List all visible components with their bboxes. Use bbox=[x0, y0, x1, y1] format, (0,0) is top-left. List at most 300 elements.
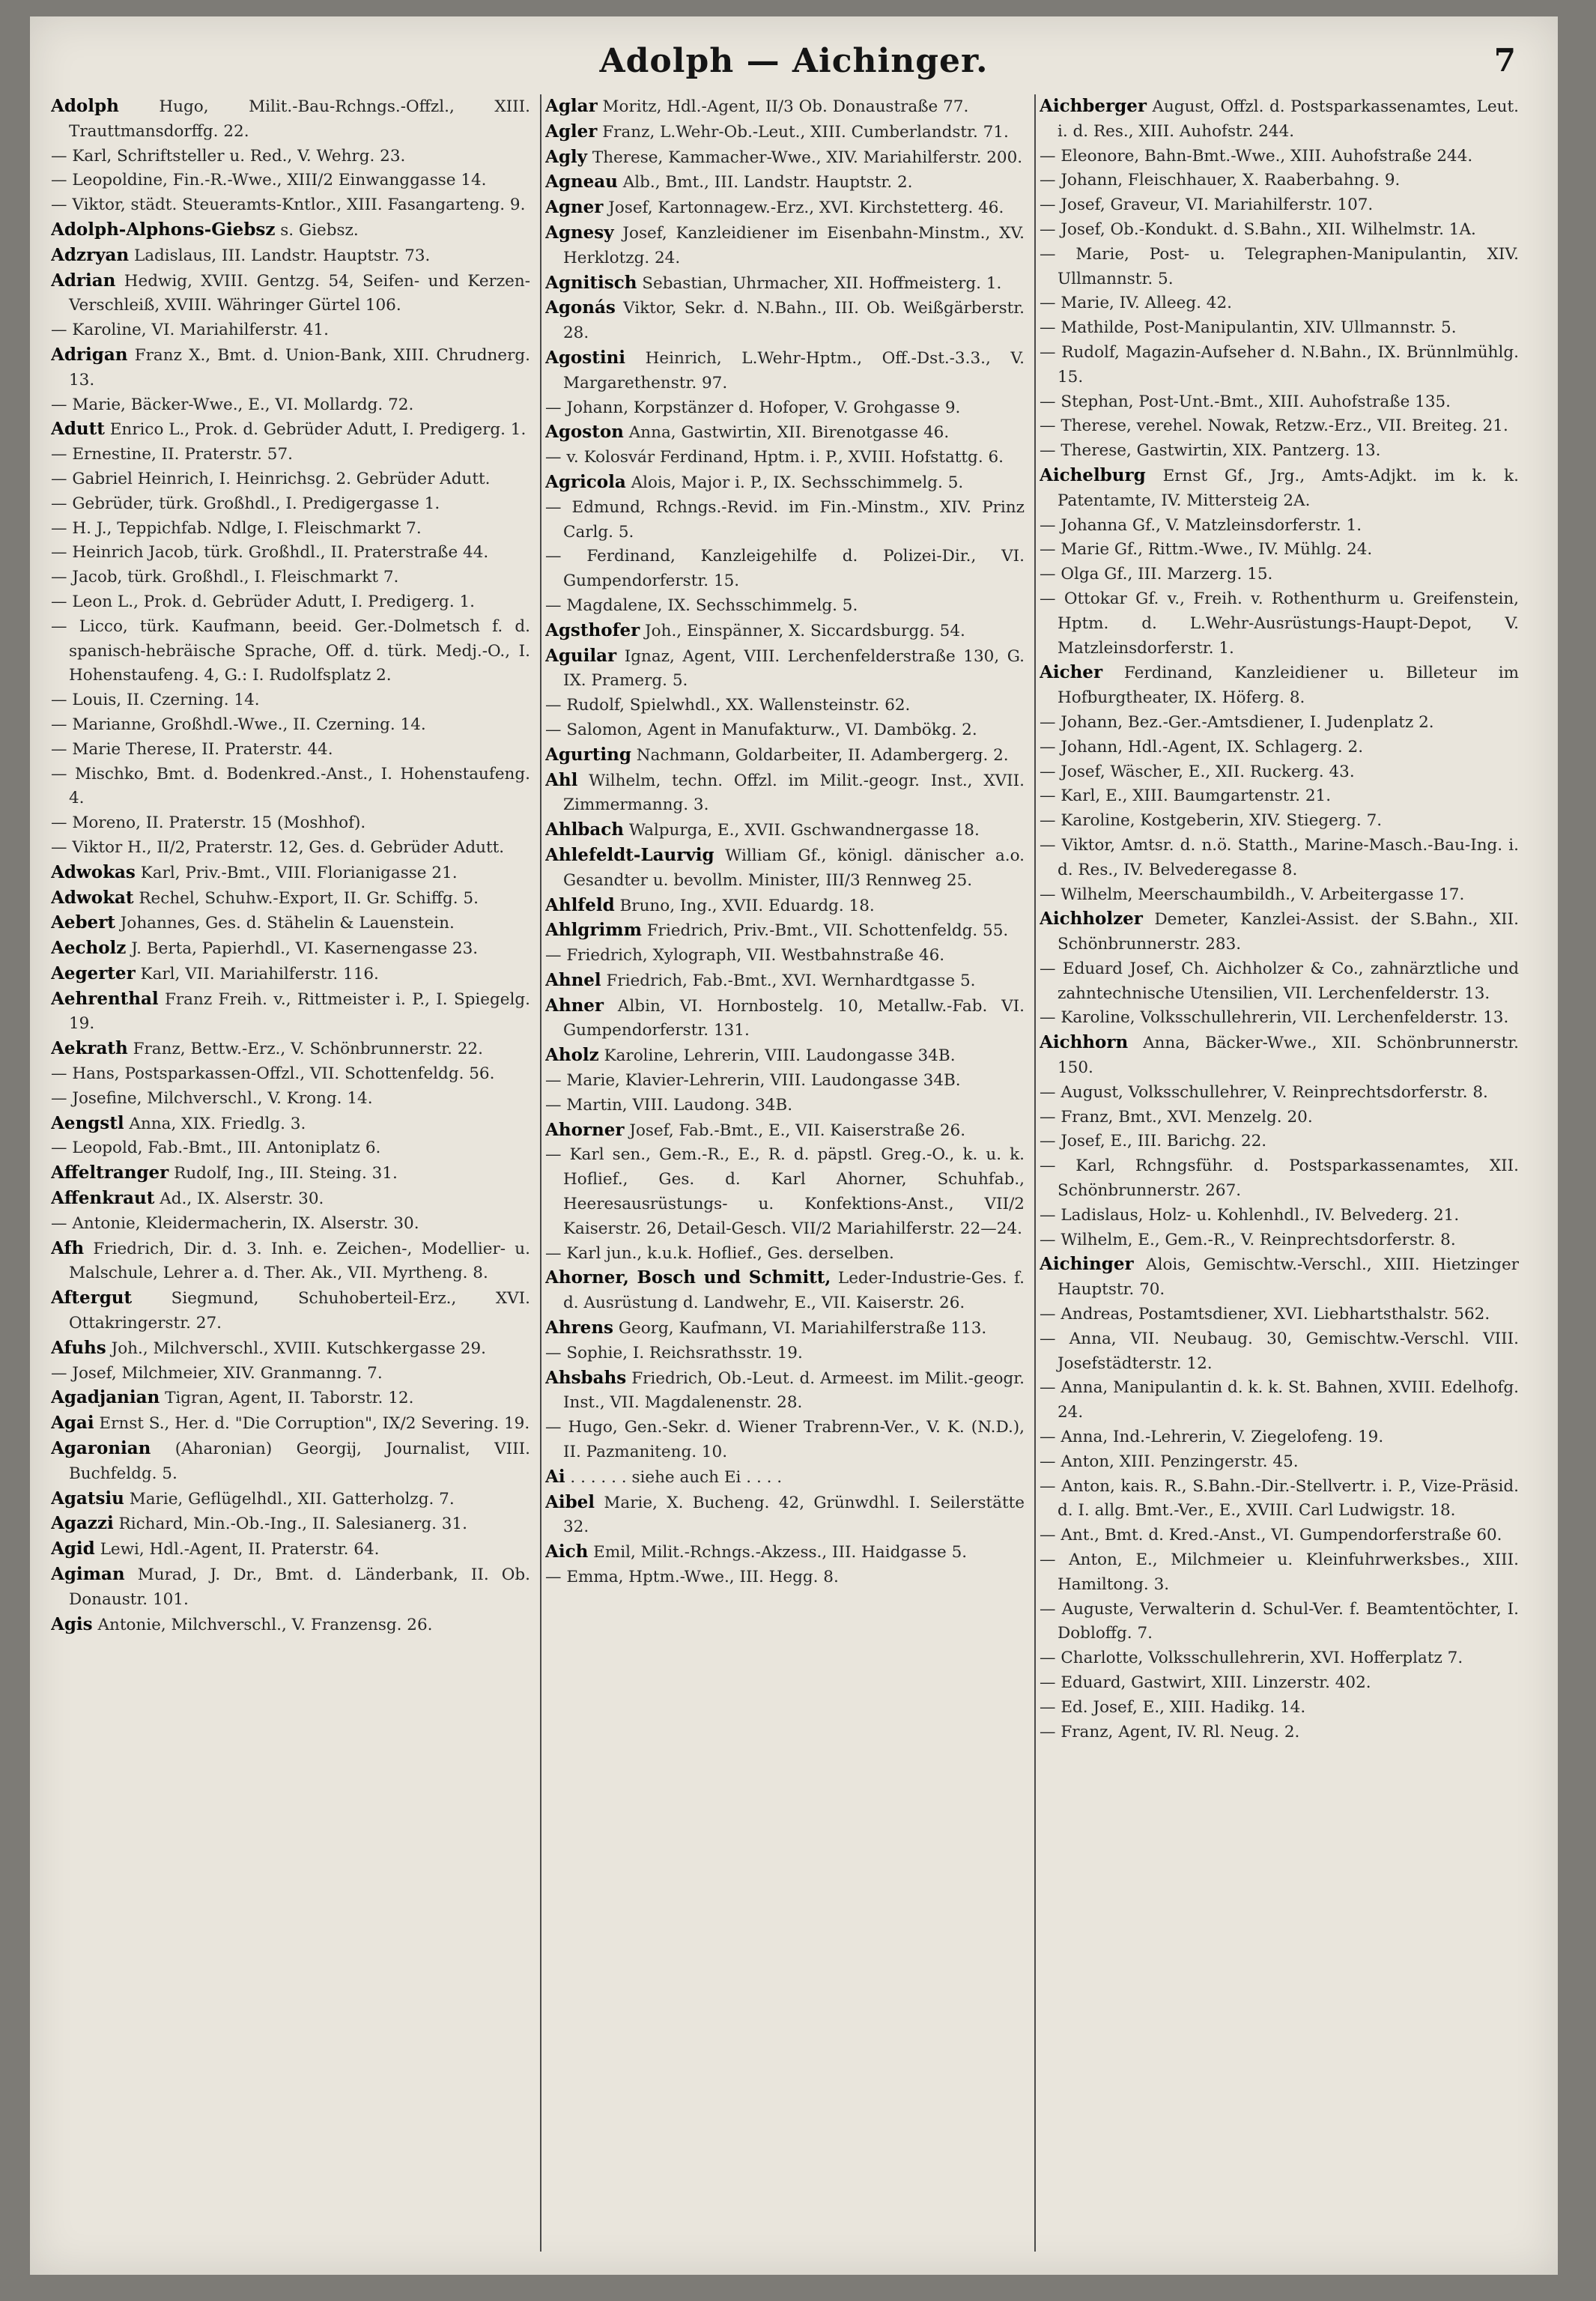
column-2 bbox=[545, 94, 1025, 2252]
directory-entry bbox=[51, 343, 530, 393]
directory-entry bbox=[1040, 809, 1519, 834]
directory-entry bbox=[1040, 514, 1519, 539]
directory-entry bbox=[51, 688, 530, 713]
directory-entry bbox=[51, 615, 530, 688]
entry-details: Demeter, Kanzlei-Assist. der S.Bahn., XII. Schönbrunnerstr. 283. bbox=[1058, 910, 1519, 954]
entry-surname: Aichhorn bbox=[1040, 1032, 1129, 1053]
entry-details: — Leopold, Fab.-Bmt., III. Antoniplatz 6. bbox=[51, 1139, 381, 1158]
directory-entry bbox=[1040, 784, 1519, 809]
entry-surname: Agostini bbox=[545, 347, 626, 368]
directory-entry bbox=[1040, 1252, 1519, 1303]
entry-details: — Heinrich Jacob, türk. Großhdl., II. Praterstraße 44. bbox=[51, 543, 489, 563]
directory-entry bbox=[1040, 1081, 1519, 1106]
entry-details: Franz, L.Wehr-Ob.-Leut., XIII. Cumberlandstr. 71. bbox=[597, 122, 1009, 142]
directory-entry bbox=[1040, 1130, 1519, 1154]
entry-details: — Josef, E., III. Barichg. 22. bbox=[1040, 1132, 1267, 1151]
directory-entry bbox=[545, 843, 1025, 894]
directory-entry bbox=[1040, 1548, 1519, 1598]
directory-entry bbox=[51, 318, 530, 343]
entry-surname: Agner bbox=[545, 197, 604, 218]
directory-entry bbox=[545, 195, 1025, 221]
entry-details: Friedrich, Ob.-Leut. d. Armeest. im Milit.-geogr. Inst., VII. Magdalenenstr. 28. bbox=[563, 1368, 1025, 1413]
directory-entry bbox=[51, 1212, 530, 1237]
entry-surname: Ahnel bbox=[545, 969, 601, 990]
entry-details: — Emma, Hptm.-Wwe., III. Hegg. 8. bbox=[545, 1568, 839, 1587]
directory-entry bbox=[1040, 907, 1519, 957]
entry-details: Nachmann, Goldarbeiter, II. Adambergerg. 2. bbox=[631, 745, 1009, 765]
directory-entry bbox=[545, 470, 1025, 496]
directory-entry bbox=[545, 120, 1025, 145]
directory-entry bbox=[545, 818, 1025, 843]
directory-entry bbox=[51, 861, 530, 886]
entry-details: Albin, VI. Hornbostelg. 10, Metallw.-Fab. VI. Gumpendorferstr. 131. bbox=[563, 996, 1025, 1040]
directory-entry bbox=[51, 1386, 530, 1411]
directory-entry bbox=[51, 1613, 530, 1638]
directory-entry bbox=[51, 987, 530, 1037]
directory-entry bbox=[545, 619, 1025, 644]
entry-details: — Leon L., Prok. d. Gebrüder Adutt, I. Predigerg. 1. bbox=[51, 592, 476, 611]
entry-details: Friedrich, Dir. d. 3. Inh. e. Zeichen-, Modellier- u. Malschule, Lehrer a. d. Ther. Ak., VII. Myrtheng. 8. bbox=[69, 1239, 530, 1283]
entry-details: Enrico L., Prok. d. Gebrüder Adutt, I. Predigerg. 1. bbox=[104, 420, 527, 440]
entry-surname: Adrian bbox=[51, 270, 116, 291]
entry-surname: Ai bbox=[545, 1466, 565, 1487]
directory-entry bbox=[545, 94, 1025, 120]
entry-surname: Aichholzer bbox=[1040, 909, 1143, 930]
entry-details: Murad, J. Dr., Bmt. d. Länderbank, II. Ob. Donaustr. 101. bbox=[69, 1565, 530, 1609]
entry-details: Franz, Bettw.-Erz., V. Schönbrunnerstr. 22. bbox=[127, 1040, 483, 1059]
directory-entry bbox=[1040, 316, 1519, 341]
entry-details: — Marie, Bäcker-Wwe., E., VI. Mollardg. 72. bbox=[51, 395, 414, 414]
entry-details: — Friedrich, Xylograph, VII. Westbahnstraße 46. bbox=[545, 946, 945, 965]
entry-details: Karoline, Lehrerin, VIII. Laudongasse 34B. bbox=[598, 1046, 956, 1066]
directory-entry bbox=[51, 962, 530, 987]
entry-surname: Aglar bbox=[545, 96, 598, 116]
directory-entry bbox=[545, 1416, 1025, 1465]
directory-entry bbox=[1040, 1303, 1519, 1327]
entry-details: Marie, Geflügelhdl., XII. Gatterholzg. 7. bbox=[124, 1489, 455, 1509]
entry-surname: Aichinger bbox=[1040, 1254, 1134, 1275]
directory-entry bbox=[545, 1465, 1025, 1491]
directory-entry bbox=[545, 170, 1025, 195]
directory-entry bbox=[1040, 193, 1519, 218]
directory-entry bbox=[545, 496, 1025, 545]
directory-entry bbox=[545, 594, 1025, 619]
directory-entry bbox=[545, 221, 1025, 271]
entry-details: Georg, Kaufmann, VI. Mariahilferstraße 113. bbox=[613, 1319, 987, 1339]
entry-surname: Ahorner, Bosch und Schmitt, bbox=[545, 1267, 831, 1288]
entry-details: Emil, Milit.-Rchngs.-Akzess., III. Haidgasse 5. bbox=[588, 1543, 968, 1562]
directory-entry bbox=[545, 1316, 1025, 1342]
entry-details: Karl, Priv.-Bmt., VIII. Florianigasse 21. bbox=[135, 863, 458, 882]
entry-details: — Franz, Bmt., XVI. Menzelg. 20. bbox=[1040, 1107, 1313, 1127]
entry-surname: Aehrenthal bbox=[51, 988, 159, 1009]
entry-details: — Eleonore, Bahn-Bmt.-Wwe., XIII. Auhofstraße 244. bbox=[1040, 146, 1473, 166]
directory-entry bbox=[545, 446, 1025, 470]
entry-surname: Aich bbox=[545, 1541, 589, 1562]
entry-details: William Gf., königl. dänischer a.o. Gesandter u. bevollm. Minister, III/3 Rennweg 25. bbox=[563, 846, 1025, 890]
entry-details: Franz X., Bmt. d. Union-Bank, XIII. Chrudnerg. 13. bbox=[69, 345, 530, 389]
entry-surname: Agnesy bbox=[545, 222, 614, 243]
entry-details: Lewi, Hdl.-Agent, II. Praterstr. 64. bbox=[94, 1540, 380, 1559]
column-divider bbox=[1034, 94, 1036, 2252]
entry-details: August, Offzl. d. Postsparkassenamtes, Leut. i. d. Res., XIII. Auhofstr. 244. bbox=[1058, 97, 1519, 141]
entry-details: Johannes, Ges. d. Stähelin & Lauenstein. bbox=[115, 914, 455, 933]
entry-surname: Ahlgrimm bbox=[545, 920, 642, 941]
entry-surname: Ahlfeld bbox=[545, 894, 615, 915]
directory-entry bbox=[1040, 145, 1519, 169]
entry-details: — H. J., Teppichfab. Ndlge, I. Fleischmarkt 7. bbox=[51, 518, 422, 538]
entry-surname: Ahrens bbox=[545, 1318, 613, 1339]
directory-entry bbox=[545, 1540, 1025, 1565]
entry-details: Josef, Kanzleidiener im Eisenbahn-Minstm., XV. Herklotzg. 24. bbox=[563, 223, 1025, 267]
directory-entry bbox=[51, 836, 530, 861]
directory-entry bbox=[545, 968, 1025, 994]
entry-details: — Gabriel Heinrich, I. Heinrichsg. 2. Gebrüder Adutt. bbox=[51, 469, 491, 488]
entry-details: — Marie, Post- u. Telegraphen-Manipulantin, XIV. Ullmannstr. 5. bbox=[1040, 244, 1519, 288]
directory-entry bbox=[545, 420, 1025, 446]
entry-surname: Aibel bbox=[545, 1491, 595, 1512]
directory-entry bbox=[1040, 169, 1519, 193]
directory-entry bbox=[1040, 1031, 1519, 1081]
directory-entry bbox=[51, 269, 530, 319]
entry-details: Friedrich, Fab.-Bmt., XVI. Wernhardtgasse 5. bbox=[601, 971, 976, 990]
directory-entry bbox=[51, 541, 530, 566]
entry-details: — Louis, II. Czerning. 14. bbox=[51, 691, 260, 710]
entry-details: Anna, XIX. Friedlg. 3. bbox=[124, 1114, 306, 1133]
entry-details: J. Berta, Papierhdl., VI. Kasernengasse 23. bbox=[126, 939, 479, 959]
directory-entry bbox=[1040, 291, 1519, 316]
entry-details: — Marie, IV. Alleeg. 42. bbox=[1040, 294, 1232, 313]
directory-entry bbox=[545, 894, 1025, 919]
entry-details: Marie, X. Bucheng. 42, Grünwdhl. I. Seilerstätte 32. bbox=[563, 1493, 1025, 1537]
entry-details: Alois, Gemischtw.-Verschl., XIII. Hietzinger Hauptstr. 70. bbox=[1058, 1255, 1519, 1300]
entry-details: Hedwig, XVIII. Gentzg. 54, Seifen- und Kerzen-Verschleiß, XVIII. Währinger Gürtel 106. bbox=[69, 271, 530, 315]
entry-details: Richard, Min.-Ob.-Ing., II. Salesianerg. 31. bbox=[113, 1515, 467, 1534]
directory-entry bbox=[51, 417, 530, 443]
entry-details: — Johann, Bez.-Ger.-Amtsdiener, I. Judenplatz 2. bbox=[1040, 712, 1434, 732]
directory-entry bbox=[1040, 736, 1519, 760]
directory-entry bbox=[51, 393, 530, 418]
entry-surname: Ahlefeldt-Laurvig bbox=[545, 844, 714, 865]
directory-entry bbox=[545, 1266, 1025, 1316]
entry-details: — Marianne, Großhdl.-Wwe., II. Czerning. 14. bbox=[51, 715, 426, 734]
entry-surname: Ahlbach bbox=[545, 819, 625, 840]
entry-surname: Agoston bbox=[545, 422, 624, 443]
entry-details: — Antonie, Kleidermacherin, IX. Alserstr. 30. bbox=[51, 1213, 419, 1233]
entry-surname: Aichberger bbox=[1040, 96, 1147, 116]
directory-entry bbox=[51, 492, 530, 517]
directory-entry bbox=[545, 1043, 1025, 1069]
entry-details: — Mathilde, Post-Manipulantin, XIV. Ullmannstr. 5. bbox=[1040, 318, 1457, 338]
directory-entry bbox=[545, 145, 1025, 171]
directory-entry bbox=[545, 1094, 1025, 1118]
entry-details: — Therese, Gastwirtin, XIX. Pantzerg. 13. bbox=[1040, 441, 1381, 461]
directory-entry bbox=[51, 1537, 530, 1562]
directory-entry bbox=[51, 1512, 530, 1537]
entry-details: — Stephan, Post-Unt.-Bmt., XIII. Auhofstraße 135. bbox=[1040, 392, 1451, 411]
entry-details: — Marie Therese, II. Praterstr. 44. bbox=[51, 739, 333, 759]
directory-entry bbox=[51, 443, 530, 467]
entry-details: — Anna, VII. Neubaug. 30, Gemischtw.-Verschl. VIII. Josefstädterstr. 12. bbox=[1040, 1329, 1519, 1373]
directory-entry bbox=[51, 1062, 530, 1087]
entry-surname: Aichelburg bbox=[1040, 464, 1146, 485]
entry-details: — Anna, Manipulantin d. k. k. St. Bahnen, XVIII. Edelhofg. 24. bbox=[1040, 1378, 1519, 1422]
entry-details: Ignaz, Agent, VIII. Lerchenfelderstraße 130, G. IX. Pramerg. 5. bbox=[563, 646, 1025, 691]
entry-details: — Leopoldine, Fin.-R.-Wwe., XIII/2 Einwanggasse 14. bbox=[51, 171, 487, 190]
entry-surname: Ahorner bbox=[545, 1119, 625, 1140]
directory-entry bbox=[51, 1237, 530, 1287]
directory-entry bbox=[51, 1411, 530, 1437]
entry-details: — Karoline, Volksschullehrerin, VII. Lerchenfelderstr. 13. bbox=[1040, 1008, 1509, 1028]
directory-entry bbox=[1040, 1721, 1519, 1745]
entry-details: — Karl jun., k.u.k. Hoflief., Ges. derselben. bbox=[545, 1243, 894, 1263]
column-divider bbox=[540, 94, 541, 2252]
directory-entry bbox=[51, 1336, 530, 1362]
entry-surname: Agsthofer bbox=[545, 619, 640, 640]
entry-surname: Ahl bbox=[545, 769, 578, 790]
entry-surname: Agurting bbox=[545, 744, 631, 765]
entry-details: — Sophie, I. Reichsrathsstr. 19. bbox=[545, 1343, 803, 1362]
entry-surname: Agiman bbox=[51, 1564, 125, 1585]
entry-details: — Josef, Wäscher, E., XII. Ruckerg. 43. bbox=[1040, 762, 1355, 781]
directory-entry bbox=[51, 811, 530, 836]
entry-details: Josef, Kartonnagew.-Erz., XVI. Kirchstetterg. 46. bbox=[603, 198, 1004, 218]
directory-entry bbox=[1040, 760, 1519, 785]
directory-entry bbox=[51, 94, 530, 145]
directory-entry bbox=[1040, 1425, 1519, 1450]
directory-entry bbox=[51, 936, 530, 962]
entry-details: — Ant., Bmt. d. Kred.-Anst., VI. Gumpendorferstraße 60. bbox=[1040, 1526, 1502, 1545]
entry-details: — Wilhelm, E., Gem.-R., V. Reinprechtsdorferstr. 8. bbox=[1040, 1230, 1456, 1249]
entry-surname: Agatsiu bbox=[51, 1488, 124, 1509]
entry-details: — Karl, Rchngsführ. d. Postsparkassenamtes, XII. Schönbrunnerstr. 267. bbox=[1040, 1156, 1519, 1201]
directory-entry bbox=[545, 768, 1025, 819]
entry-details: Tigran, Agent, II. Taborstr. 12. bbox=[160, 1389, 414, 1408]
entry-details: — Ferdinand, Kanzleigehilfe d. Polizei-Dir., VI. Gumpendorferstr. 15. bbox=[545, 547, 1025, 591]
directory-entry bbox=[51, 467, 530, 492]
directory-entry bbox=[545, 1366, 1025, 1416]
entry-surname: Ahsbahs bbox=[545, 1367, 627, 1388]
entry-details: Alois, Major i. P., IX. Sechsschimmelg. 5. bbox=[625, 473, 964, 492]
entry-details: — Auguste, Verwalterin d. Schul-Ver. f. Beamtentöchter, I. Dobloffg. 7. bbox=[1040, 1599, 1519, 1643]
entry-surname: Agly bbox=[545, 146, 588, 167]
entry-details: — Viktor, Amtsr. d. n.ö. Statth., Marine-Masch.-Bau-Ing. i. d. Res., IV. Belvederegasse 8. bbox=[1040, 835, 1519, 879]
entry-details: — Martin, VIII. Laudong. 34B. bbox=[545, 1095, 793, 1115]
entry-details: Antonie, Milchverschl., V. Franzensg. 26. bbox=[92, 1615, 433, 1634]
entry-surname: Agai bbox=[51, 1413, 94, 1434]
entry-details: — Karl sen., Gem.-R., E., R. d. päpstl. Greg.-O., k. u. k. Hoflief., Ges. d. Karl Ahorner, Schuhfab., Heeresausrüstungs- u. Konfektions-Anst., VII/2 Kaiserstr. 26, Detail-Gesch. VII/2 Mariahilferstr. 22—24. bbox=[545, 1145, 1025, 1238]
directory-entry bbox=[545, 694, 1025, 718]
entry-details: — Anna, Ind.-Lehrerin, V. Ziegelofeng. 19. bbox=[1040, 1428, 1384, 1447]
entry-details: Ernst Gf., Jrg., Amts-Adjkt. im k. k. Patentamte, IV. Mittersteig 2A. bbox=[1058, 466, 1519, 510]
entry-details: Leder-Industrie-Ges. f. d. Ausrüstung d. Landwehr, E., VII. Kaiserstr. 26. bbox=[563, 1269, 1025, 1313]
directory-entry bbox=[1040, 1475, 1519, 1524]
directory-entry bbox=[51, 911, 530, 936]
page-number: 7 bbox=[1493, 42, 1516, 79]
entry-details: — Gebrüder, türk. Großhdl., I. Predigergasse 1. bbox=[51, 494, 440, 513]
directory-entry bbox=[51, 169, 530, 193]
entry-details: Therese, Kammacher-Wwe., XIV. Mariahilferstr. 200. bbox=[587, 148, 1023, 167]
entry-surname: Aguilar bbox=[545, 645, 617, 666]
entry-surname: Affenkraut bbox=[51, 1188, 155, 1209]
directory-entry bbox=[51, 566, 530, 590]
directory-entry bbox=[545, 944, 1025, 968]
entry-details: — Olga Gf., III. Marzerg. 15. bbox=[1040, 565, 1273, 584]
entry-details: — Karl, Schriftsteller u. Red., V. Wehrg. 23. bbox=[51, 146, 406, 166]
entry-surname: Adolph-Alphons-Giebsz bbox=[51, 219, 276, 240]
entry-details: — Ladislaus, Holz- u. Kohlenhdl., IV. Belvederg. 21. bbox=[1040, 1205, 1460, 1225]
directory-entry bbox=[51, 1186, 530, 1212]
entry-surname: Adutt bbox=[51, 419, 105, 440]
directory-entry bbox=[545, 918, 1025, 944]
entry-surname: Aengstl bbox=[51, 1112, 124, 1133]
directory-entry bbox=[545, 1069, 1025, 1094]
entry-details: s. Giebsz. bbox=[275, 220, 359, 240]
directory-entry bbox=[1040, 563, 1519, 587]
entry-surname: Agid bbox=[51, 1538, 95, 1559]
directory-entry bbox=[1040, 1671, 1519, 1696]
entry-details: — Johanna Gf., V. Matzleinsdorferstr. 1. bbox=[1040, 515, 1362, 535]
entry-surname: Adolph bbox=[51, 96, 119, 116]
entry-details: Moritz, Hdl.-Agent, II/3 Ob. Donaustraße 77. bbox=[597, 97, 969, 116]
directory-entry bbox=[51, 1037, 530, 1062]
directory-entry bbox=[545, 1342, 1025, 1366]
entry-details: Franz Freih. v., Rittmeister i. P., I. Spiegelg. 19. bbox=[69, 989, 530, 1034]
entry-details: Hugo, Milit.-Bau-Rchngs.-Offzl., XIII. Trauttmansdorffg. 22. bbox=[69, 97, 530, 141]
directory-entry bbox=[1040, 1204, 1519, 1228]
column-3 bbox=[1040, 94, 1519, 2252]
entry-details: — Moreno, II. Praterstr. 15 (Moshhof). bbox=[51, 813, 366, 833]
entry-surname: Aholz bbox=[545, 1045, 599, 1066]
directory-entry bbox=[1040, 94, 1519, 145]
entry-details: Ad., IX. Alserstr. 30. bbox=[154, 1189, 324, 1209]
entry-details: — Josef, Milchmeier, XIV. Granmanng. 7. bbox=[51, 1363, 383, 1383]
entry-surname: Adwokat bbox=[51, 887, 134, 908]
directory-entry bbox=[545, 743, 1025, 768]
directory-entry bbox=[545, 718, 1025, 743]
entry-details: — Viktor H., II/2, Praterstr. 12, Ges. d. Gebrüder Adutt. bbox=[51, 837, 505, 857]
entry-surname: Aecholz bbox=[51, 938, 127, 959]
entry-details: — August, Volksschullehrer, V. Reinprechtsdorferstr. 8. bbox=[1040, 1082, 1488, 1102]
directory-entry bbox=[545, 1143, 1025, 1241]
entry-surname: Agnitisch bbox=[545, 272, 637, 293]
directory-entry bbox=[545, 1242, 1025, 1267]
directory-entry bbox=[1040, 1228, 1519, 1253]
directory-entry bbox=[1040, 883, 1519, 908]
entry-details: Karl, VII. Mariahilferstr. 116. bbox=[135, 964, 379, 983]
entry-surname: Affeltranger bbox=[51, 1162, 169, 1183]
directory-entry bbox=[51, 517, 530, 542]
entry-details: — Karoline, Kostgeberin, XIV. Stiegerg. 7. bbox=[1040, 811, 1383, 831]
directory-entry bbox=[1040, 1327, 1519, 1377]
entry-surname: Afh bbox=[51, 1237, 85, 1258]
entry-details: Joh., Milchverschl., XVIII. Kutschkergasse 29. bbox=[106, 1339, 486, 1358]
directory-entry bbox=[1040, 661, 1519, 711]
entry-surname: Aftergut bbox=[51, 1288, 133, 1309]
directory-entry bbox=[545, 346, 1025, 396]
directory-entry bbox=[545, 1491, 1025, 1541]
entry-details: — Johann, Fleischhauer, X. Raaberbahng. 9. bbox=[1040, 171, 1401, 190]
entry-details: — Josefine, Milchverschl., V. Krong. 14. bbox=[51, 1088, 373, 1108]
entry-details: — Eduard, Gastwirt, XIII. Linzerstr. 402. bbox=[1040, 1673, 1371, 1692]
entry-surname: Agadjanian bbox=[51, 1387, 160, 1408]
directory-entry bbox=[545, 271, 1025, 297]
entry-details: Ernst S., Her. d. "Die Corruption", IX/2 Severing. 19. bbox=[94, 1414, 530, 1434]
entry-details: — Marie, Klavier-Lehrerin, VIII. Laudongasse 34B. bbox=[545, 1071, 961, 1091]
directory-page bbox=[30, 16, 1558, 2275]
entry-details: Walpurga, E., XVII. Gschwandnergasse 18. bbox=[624, 821, 980, 840]
entry-details: — Edmund, Rchngs.-Revid. im Fin.-Minstm., XIV. Prinz Carlg. 5. bbox=[545, 497, 1025, 542]
entry-details: — Karl, E., XIII. Baumgartenstr. 21. bbox=[1040, 786, 1332, 806]
directory-entry bbox=[51, 145, 530, 169]
entry-details: Rudolf, Ing., III. Steing. 31. bbox=[169, 1164, 398, 1183]
entry-details: — Ed. Josef, E., XIII. Hadikg. 14. bbox=[1040, 1697, 1306, 1717]
entry-details: — Charlotte, Volksschullehrerin, XVI. Hofferplatz 7. bbox=[1040, 1649, 1463, 1668]
entry-surname: Agazzi bbox=[51, 1513, 114, 1534]
entry-surname: Ahner bbox=[545, 995, 604, 1016]
entry-surname: Adwokas bbox=[51, 861, 136, 882]
directory-entry bbox=[51, 1087, 530, 1112]
directory-entry bbox=[51, 1286, 530, 1336]
entry-details: Viktor, Sekr. d. N.Bahn., III. Ob. Weißgärberstr. 28. bbox=[563, 299, 1025, 343]
directory-entry bbox=[1040, 587, 1519, 661]
directory-entry bbox=[1040, 1450, 1519, 1475]
entry-surname: Aegerter bbox=[51, 962, 136, 983]
directory-entry bbox=[51, 193, 530, 218]
entry-details: — Johann, Korpstänzer d. Hofoper, V. Grohgasse 9. bbox=[545, 398, 961, 417]
entry-details: Friedrich, Priv.-Bmt., VII. Schottenfeldg. 55. bbox=[641, 921, 1009, 941]
directory-entry bbox=[545, 396, 1025, 421]
directory-entry bbox=[1040, 1524, 1519, 1548]
directory-entry bbox=[545, 1565, 1025, 1590]
entry-details: — Hans, Postsparkassen-Offzl., VII. Schottenfeldg. 56. bbox=[51, 1064, 495, 1084]
entry-details: — Licco, türk. Kaufmann, beeid. Ger.-Dolmetsch f. d. spanisch-hebräische Sprache, Off. d. türk. Medj.-O., I. Hohenstaufeng. 4, G.: I. Rudolfsplatz 2. bbox=[51, 616, 530, 685]
entry-details: (Aharonian) Georgij, Journalist, VIII. Buchfeldg. 5. bbox=[69, 1440, 530, 1483]
directory-entry bbox=[51, 1487, 530, 1512]
entry-surname: Agler bbox=[545, 121, 598, 142]
directory-entry bbox=[545, 644, 1025, 694]
directory-entry bbox=[51, 738, 530, 763]
entry-details: Anna, Gastwirtin, XII. Birenotgasse 46. bbox=[623, 423, 950, 443]
entry-surname: Agis bbox=[51, 1613, 93, 1634]
entry-details: — Karoline, VI. Mariahilferstr. 41. bbox=[51, 321, 329, 340]
entry-details: Sebastian, Uhrmacher, XII. Hoffmeisterg. 1. bbox=[637, 273, 1002, 293]
entry-details: Josef, Fab.-Bmt., E., VII. Kaiserstraße 26. bbox=[624, 1121, 966, 1140]
directory-entry bbox=[51, 763, 530, 812]
entry-details: — Anton, XIII. Penzingerstr. 45. bbox=[1040, 1452, 1299, 1471]
entry-surname: Afuhs bbox=[51, 1337, 106, 1358]
entry-details: Ladislaus, III. Landstr. Hauptstr. 73. bbox=[129, 246, 431, 265]
entry-details: — Marie Gf., Rittm.-Wwe., IV. Mühlg. 24. bbox=[1040, 540, 1373, 560]
directory-entry bbox=[51, 713, 530, 738]
entry-details: Heinrich, L.Wehr-Hptm., Off.-Dst.-3.3., V. Margarethenstr. 97. bbox=[563, 348, 1025, 392]
entry-surname: Agaronian bbox=[51, 1438, 151, 1459]
page-header: Adolph — Aichinger. bbox=[599, 42, 989, 80]
directory-entry bbox=[1040, 538, 1519, 563]
entry-details: — Franz, Agent, IV. Rl. Neug. 2. bbox=[1040, 1722, 1300, 1741]
directory-entry bbox=[1040, 1006, 1519, 1031]
entry-details: — Anton, E., Milchmeier u. Kleinfuhrwerksbes., XIII. Hamiltong. 3. bbox=[1040, 1550, 1519, 1594]
entry-details: — Josef, Graveur, VI. Mariahilferstr. 107. bbox=[1040, 195, 1374, 215]
directory-entry bbox=[1040, 218, 1519, 243]
directory-entry bbox=[1040, 957, 1519, 1007]
entry-details: Joh., Einspänner, X. Siccardsburgg. 54. bbox=[640, 621, 965, 640]
directory-entry bbox=[545, 1118, 1025, 1144]
entry-details: — Andreas, Postamtsdiener, XVI. Liebhartsthalstr. 562. bbox=[1040, 1305, 1490, 1324]
directory-entry bbox=[1040, 1646, 1519, 1671]
entry-details: Alb., Bmt., III. Landstr. Hauptstr. 2. bbox=[617, 173, 913, 192]
entry-surname: Aebert bbox=[51, 912, 115, 933]
